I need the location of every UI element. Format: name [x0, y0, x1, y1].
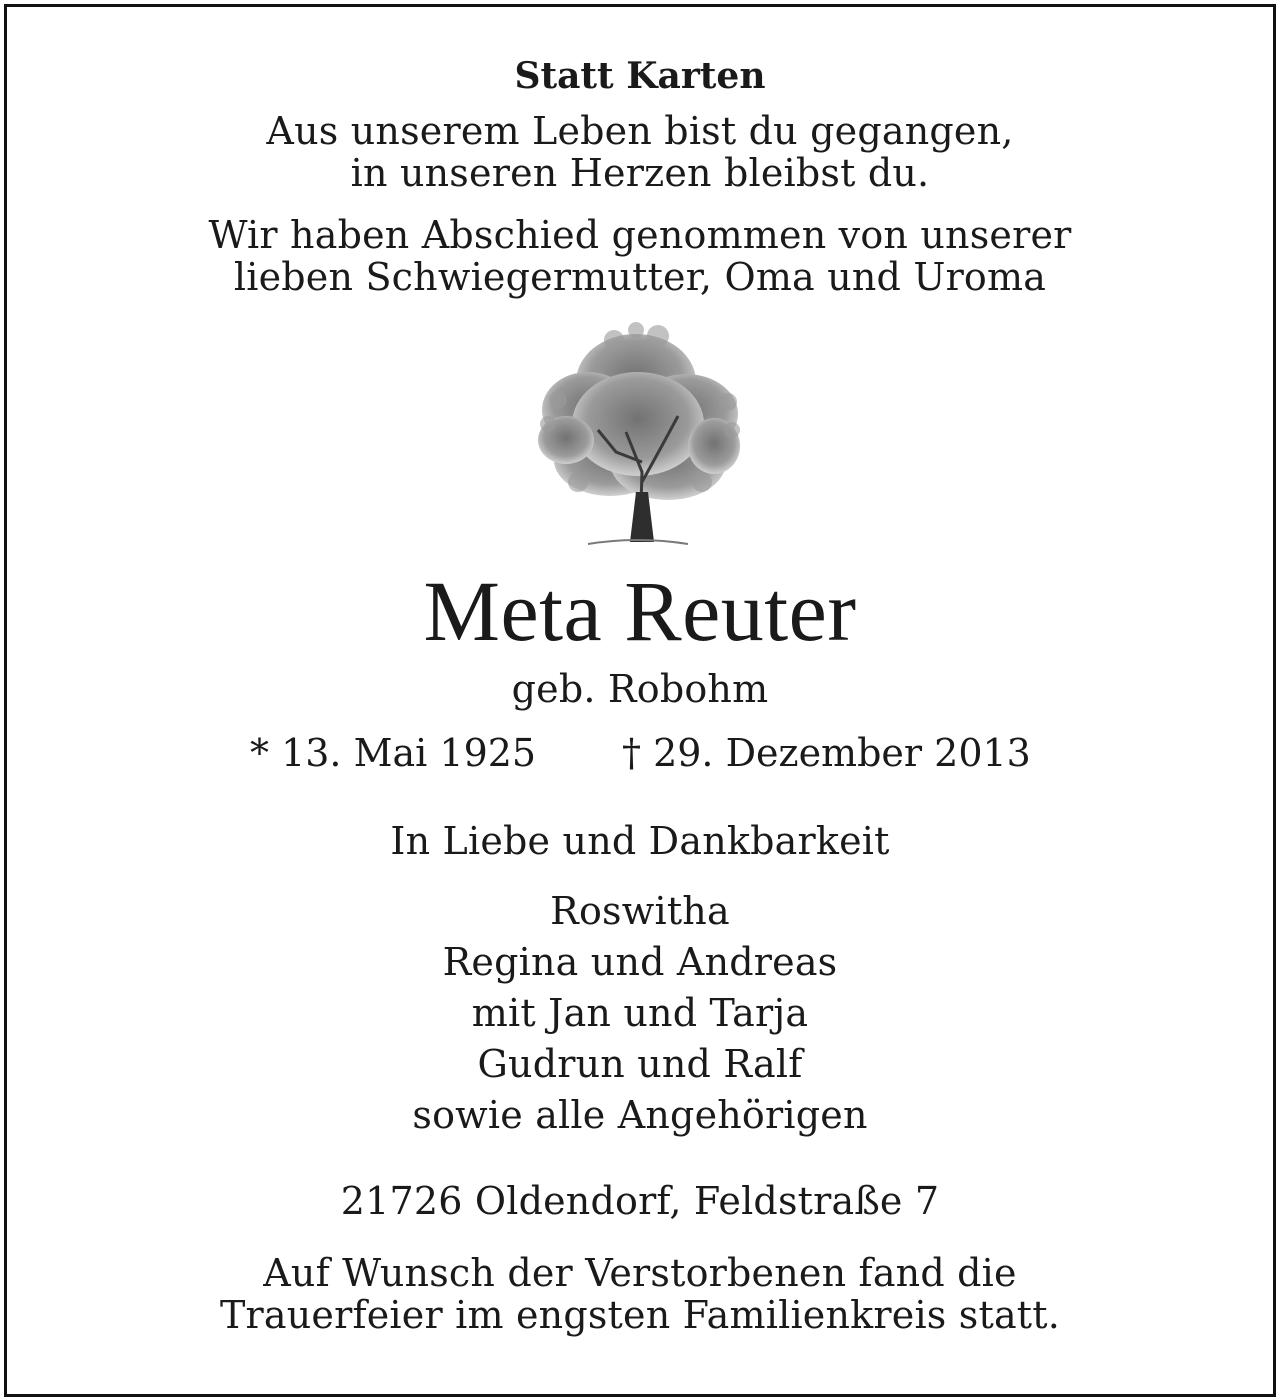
intro-heading: Statt Karten: [514, 55, 766, 97]
address: 21726 Oldendorf, Feldstraße 7: [340, 1179, 940, 1223]
mourner-2: Regina und Andreas: [442, 940, 838, 984]
mourner-3: mit Jan und Tarja: [471, 991, 809, 1035]
closing-line: In Liebe und Dankbarkeit: [390, 819, 890, 863]
tree-icon: [518, 312, 750, 552]
announcement-line-2: lieben Schwiegermutter, Oma und Uroma: [233, 255, 1047, 299]
mourner-4: Gudrun und Ralf: [477, 1042, 803, 1086]
verse-line-2: in unseren Herzen bleibst du.: [350, 151, 930, 195]
death-date: † 29. Dezember 2013: [622, 731, 1031, 775]
mourner-1: Roswitha: [550, 889, 730, 933]
mourner-5: sowie alle Angehörigen: [412, 1093, 868, 1137]
announcement-line-1: Wir haben Abschied genommen von unserer: [208, 213, 1072, 257]
funeral-note-line-2: Trauerfeier im engsten Familienkreis statt.: [219, 1293, 1061, 1337]
verse-line-1: Aus unserem Leben bist du gegangen,: [266, 109, 1014, 153]
maiden-name: geb. Robohm: [511, 667, 769, 711]
birth-date: * 13. Mai 1925: [250, 731, 537, 775]
funeral-note-line-1: Auf Wunsch der Verstorbenen fand die: [263, 1251, 1017, 1295]
deceased-name: Meta Reuter: [423, 563, 857, 659]
